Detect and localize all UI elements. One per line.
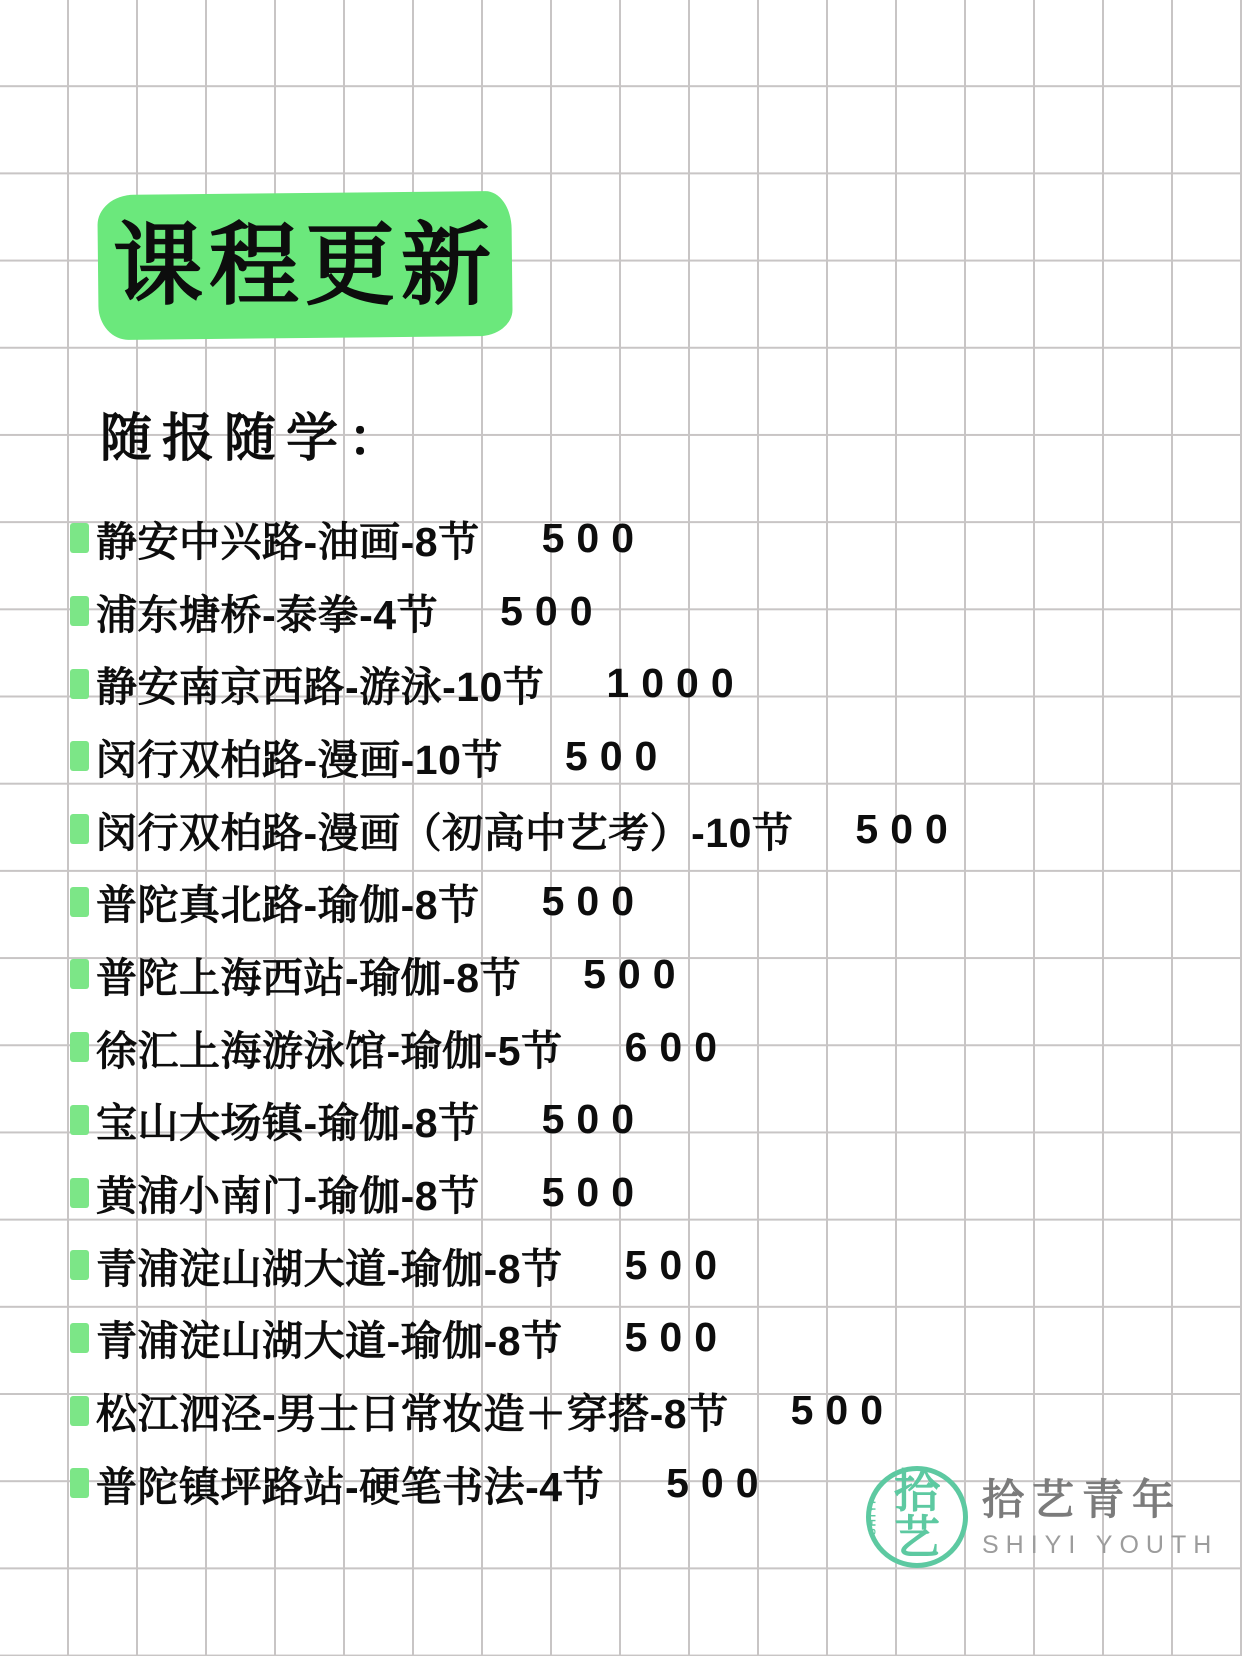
course-name: 徐汇上海游泳馆-瑜伽-5节 bbox=[96, 1027, 563, 1074]
course-name: 浦东塘桥-泰拳-4节 bbox=[96, 591, 439, 638]
course-price: 500 bbox=[790, 1387, 896, 1434]
course-row bbox=[70, 1011, 1230, 1084]
brand-name-cn: 拾艺青年 bbox=[982, 1476, 1183, 1523]
course-price: 500 bbox=[564, 732, 670, 779]
course-price: 500 bbox=[583, 950, 688, 997]
course-row bbox=[70, 1302, 1230, 1375]
course-name: 松江泗泾-男士日常妆造＋穿搭-8节 bbox=[96, 1391, 729, 1438]
course-price: 500 bbox=[541, 1169, 647, 1216]
course-row bbox=[70, 647, 1230, 720]
course-name: 普陀真北路-瑜伽-8节 bbox=[96, 882, 480, 929]
brand-name-en: SHIYI YOUTH bbox=[982, 1531, 1219, 1559]
course-price: 1000 bbox=[606, 660, 746, 707]
bullet-marker-icon bbox=[70, 523, 89, 553]
course-row bbox=[70, 938, 1230, 1011]
course-name: 静安中兴路-油画-8节 bbox=[96, 518, 480, 565]
course-name: 闵行双柏路-漫画-10节 bbox=[96, 736, 503, 783]
course-name: 青浦淀山湖大道-瑜伽-8节 bbox=[96, 1245, 563, 1292]
badge-char-top: 拾 bbox=[894, 1465, 940, 1517]
course-name: 普陀上海西站-瑜伽-8节 bbox=[96, 954, 522, 1001]
course-name: 普陀镇坪路站-硬笔书法-4节 bbox=[96, 1463, 605, 1510]
course-row bbox=[70, 1374, 1230, 1447]
bullet-marker-icon bbox=[70, 741, 89, 771]
course-price: 600 bbox=[624, 1023, 730, 1070]
course-price: 500 bbox=[541, 514, 647, 561]
bullet-marker-icon bbox=[70, 1468, 89, 1498]
course-price: 500 bbox=[666, 1459, 771, 1506]
bullet-marker-icon bbox=[70, 814, 89, 844]
course-price: 500 bbox=[541, 1096, 647, 1143]
course-list bbox=[70, 502, 1230, 1523]
bullet-marker-icon bbox=[70, 959, 89, 989]
bullet-marker-icon bbox=[70, 596, 89, 626]
course-name: 闵行双柏路-漫画（初高中艺考）-10节 bbox=[96, 809, 794, 856]
bullet-marker-icon bbox=[70, 887, 89, 917]
course-row bbox=[70, 575, 1230, 648]
bullet-marker-icon bbox=[70, 1178, 89, 1208]
bullet-marker-icon bbox=[70, 1032, 89, 1062]
bullet-marker-icon bbox=[70, 1323, 89, 1353]
course-name: 静安南京西路-游泳-10节 bbox=[96, 664, 545, 711]
brand-logo-text bbox=[982, 1466, 1218, 1558]
course-row bbox=[70, 1084, 1230, 1157]
course-row bbox=[70, 865, 1230, 938]
badge-vertical-text: SHIYI bbox=[867, 1498, 879, 1536]
bullet-marker-icon bbox=[70, 669, 89, 699]
course-row bbox=[70, 502, 1230, 575]
bullet-marker-icon bbox=[70, 1105, 89, 1135]
course-price: 500 bbox=[624, 1241, 730, 1288]
course-price: 500 bbox=[500, 587, 605, 634]
brand-badge-icon bbox=[866, 1466, 968, 1568]
badge-char-bottom: 艺 bbox=[894, 1511, 940, 1563]
course-row bbox=[70, 1156, 1230, 1229]
course-row bbox=[70, 793, 1230, 866]
course-row bbox=[70, 1229, 1230, 1302]
course-name: 黄浦小南门-瑜伽-8节 bbox=[96, 1173, 480, 1220]
bullet-marker-icon bbox=[70, 1396, 89, 1426]
course-name: 宝山大场镇-瑜伽-8节 bbox=[96, 1100, 480, 1147]
poster-title: 课程更新 bbox=[113, 215, 497, 316]
bullet-marker-icon bbox=[70, 1250, 89, 1280]
course-price: 500 bbox=[624, 1314, 730, 1361]
course-name: 青浦淀山湖大道-瑜伽-8节 bbox=[96, 1318, 563, 1365]
brand-logo bbox=[866, 1466, 1218, 1568]
course-price: 500 bbox=[855, 805, 960, 852]
course-row bbox=[70, 720, 1230, 793]
title-highlight-badge bbox=[97, 191, 512, 340]
course-price: 500 bbox=[541, 878, 647, 925]
poster-subtitle: 随报随学： bbox=[100, 410, 411, 468]
